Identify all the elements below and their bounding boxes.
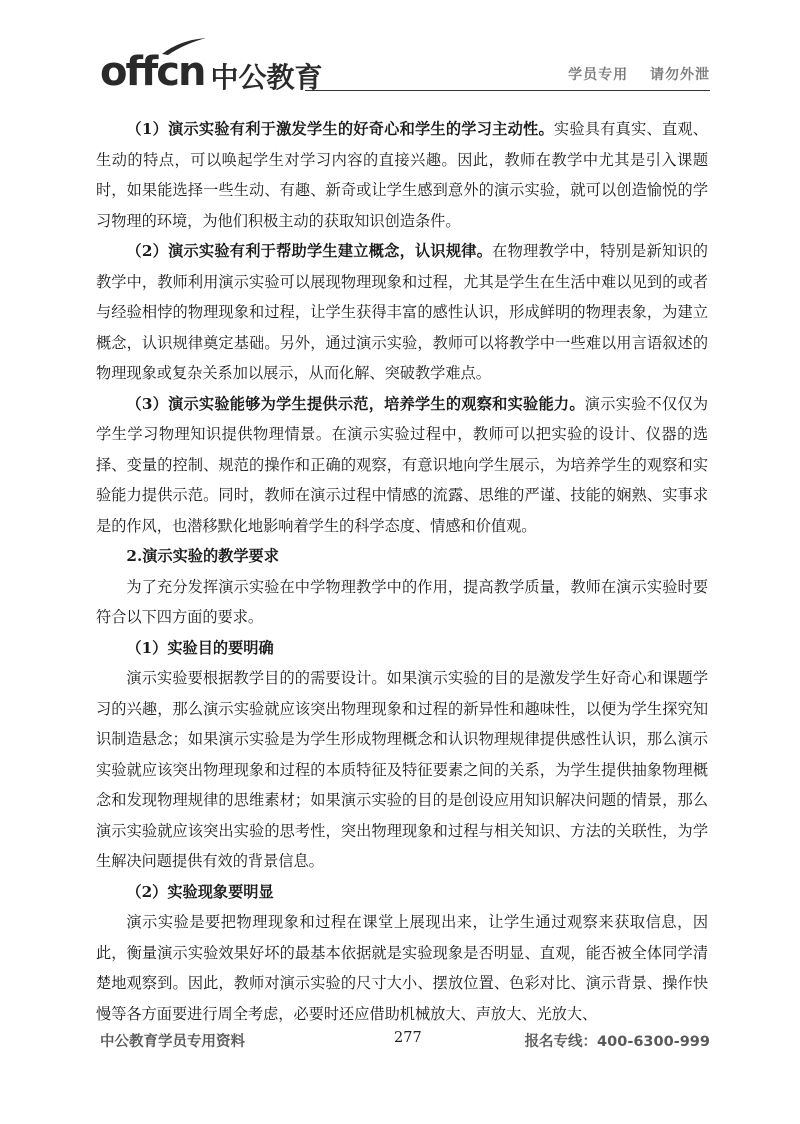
paragraph-1-text: 实验具有真实、直观、生动的特点，可以唤起学生对学习内容的直接兴趣。因此，教师在教学中尤其是引入课题时，如果能选择一些生动、有趣、新奇或让学生感到意外的演示实验，就可以创造愉悦的学习物理的环境，为他们积极主动的获取知识创造条件。 (96, 120, 708, 230)
paragraph-2-text: 在物理教学中，特别是新知识的教学中，教师利用演示实验可以展现物理现象和过程，尤其是学生在生活中难以见到的或者与经验相悖的物理现象和过程，让学生获得丰富的感性认识，形成鲜明的物理表象，为建立概念，认识规律奠定基础。另外，通过演示实验，教师可以将教学中一些难以用言语叙述的物理现象或复杂关系加以展示，从而化解、突破教学难点。 (96, 242, 708, 382)
paragraph-6: 演示实验是要把物理现象和过程在课堂上展现出来，让学生通过观察来获取信息，因此，衡量演示实验效果好坏的最基本依据就是实验现象是否明显、直观，能否被全体同学清楚地观察到。因此，教师对演示实验的尺寸大小、摆放位置、色彩对比、演示背景、操作快慢等各方面要进行周全考虑，必要时还应借助机械放大、声放大、光放大、 (96, 913, 708, 1023)
paragraph-3 (96, 389, 708, 542)
offcn-logo (100, 38, 323, 95)
page-header (100, 38, 710, 94)
paragraph-4: 为了充分发挥演示实验在中学物理教学中的作用，提高教学质量，教师在演示实验时要符合以下四方面的要求。 (96, 577, 708, 626)
header-divider (305, 90, 710, 91)
logo-latin-text: offcn (100, 49, 205, 95)
paragraph-2-lead: （2）演示实验有利于帮助学生建立概念，认识规律。 (126, 242, 493, 260)
page-footer (100, 1030, 710, 1054)
page-number: 277 (394, 1030, 422, 1046)
paragraph-2 (96, 236, 708, 389)
footer-hotline: 报名专线：400-6300-999 (524, 1034, 710, 1050)
paragraph-5: 演示实验要根据教学目的的需要设计。如果演示实验的目的是激发学生好奇心和课题学习的兴趣，那么演示实验就应该突出物理现象和过程的新异性和趣味性，以便为学生探究知识制造悬念；如果演示实验是为学生形成物理概念和认识物理规律提供感性认识，那么演示实验就应该突出物理现象和过程的本质特征及特征要素之间的关系，为学生提供抽象物理概念和发现物理规律的思维素材；如果演示实验的目的是创设应用知识解决问题的情景，那么演示实验就应该突出实验的思考性，突出物理现象和过程与相关知识、方法的关联性，为学生解决问题提供有效的背景信息。 (96, 669, 708, 870)
paragraph-1 (96, 114, 708, 236)
header-note-student-only: 学员专用 (568, 67, 629, 83)
logo-swoosh-icon (160, 36, 208, 56)
header-note (568, 64, 710, 84)
section-heading: 2.演示实验的教学要求 (126, 547, 279, 565)
page-body (96, 114, 708, 1029)
paragraph-1-lead: （1）演示实验有利于激发学生的好奇心和学生的学习主动性。 (126, 120, 554, 138)
paragraph-3-lead: （3）演示实验能够为学生提供示范，培养学生的观察和实验能力。 (126, 394, 585, 413)
logo-cn-text: 中公教育 (210, 60, 323, 94)
paragraph-3-text: 演示实验不仅仅为学生学习物理知识提供物理情景。在演示实验过程中，教师可以把实验的设计、仪器的选择、变量的控制、规范的操作和正确的观察，有意识地向学生展示，为培养学生的观察和实验能力提供示范。同时，教师在演示过程中情感的流露、思维的严谨、技能的娴熟、实事求是的作风，也潜移默化地影响着学生的科学态度、情感和价值观。 (96, 394, 709, 535)
footer-source: 中公教育学员专用资料 (100, 1034, 245, 1050)
header-note-do-not-leak: 请勿外泄 (650, 67, 710, 83)
subheading-1: （1）实验目的要明确 (126, 638, 274, 657)
subheading-2: （2）实验现象要明显 (126, 882, 274, 901)
